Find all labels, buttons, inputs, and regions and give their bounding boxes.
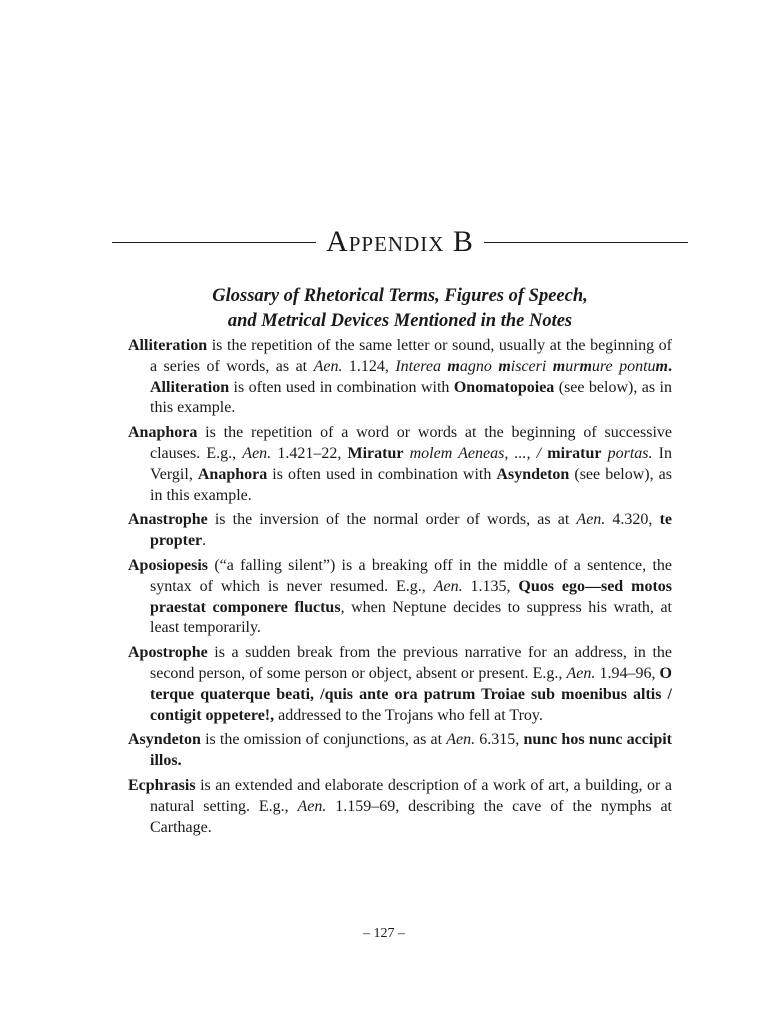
glossary-entries <box>128 336 672 842</box>
glossary-text: 4.320, <box>605 511 660 529</box>
glossary-text: is a sudden break from the previous narrative for an address, in the second person, of some person or object, absent or present. E.g., <box>150 644 672 682</box>
glossary-text: is the repetition of a word or words at the beginning of successive clauses. E.g., <box>150 424 672 462</box>
glossary-text: isceri <box>510 357 553 375</box>
glossary-text: Asyndeton <box>496 465 570 483</box>
glossary-text: portas. <box>601 444 653 462</box>
glossary-term: Asyndeton <box>128 731 201 749</box>
heading-rule-left <box>112 242 316 243</box>
glossary-text: 1.124, <box>342 357 396 375</box>
glossary-text: addressed to the Trojans who fell at Troy. <box>274 706 543 724</box>
glossary-text: O terque quaterque beati, /quis ante ora patrum Troiae sub moenibus altis / contigit oppetere!, <box>150 664 672 724</box>
glossary-text: Alliteration <box>150 378 230 396</box>
glossary-text: In Vergil, <box>150 444 673 483</box>
glossary-text: Aen. <box>566 664 596 682</box>
glossary-text: molem Aeneas, ..., / <box>403 444 548 462</box>
glossary-text: is the omission of conjunctions, as at <box>200 731 447 749</box>
glossary-text: 1.421–22, <box>271 444 348 462</box>
glossary-text: ure pontu <box>591 357 656 375</box>
glossary-term: Ecphrasis <box>128 776 196 794</box>
glossary-title <box>128 284 672 334</box>
glossary-text: Aen. <box>313 357 343 375</box>
glossary-text: miratur <box>547 444 602 462</box>
glossary-text: Aen. <box>446 731 476 749</box>
glossary-text: agno <box>459 357 499 375</box>
glossary-text: m <box>655 357 668 375</box>
glossary-text: . <box>668 357 672 375</box>
glossary-title-line-2: and Metrical Devices Mentioned in the Notes <box>227 311 573 331</box>
appendix-heading <box>112 222 688 262</box>
glossary-text: m <box>552 357 566 375</box>
glossary-entry-ecphrasis <box>128 776 672 838</box>
glossary-text: nunc hos nunc accipit illos. <box>150 731 672 770</box>
glossary-text: Quos ego—sed motos praestat componere fluctus <box>150 577 672 616</box>
glossary-title-line-1: Glossary of Rhetorical Terms, Figures of Speech, <box>212 286 588 306</box>
glossary-text: 1.159–69, describing the cave of the nymphs at Carthage. <box>150 797 673 836</box>
glossary-term: Apostrophe <box>128 644 208 662</box>
glossary-text: Anaphora <box>197 465 268 483</box>
glossary-entry-anastrophe <box>128 510 672 552</box>
glossary-entry-aposiopesis <box>128 556 672 639</box>
glossary-text: Interea <box>395 357 448 375</box>
glossary-text: 1.135, <box>462 577 519 595</box>
glossary-term: Anaphora <box>128 424 198 442</box>
glossary-text: is the inversion of the normal order of words, as at <box>207 511 577 529</box>
glossary-entry-apostrophe <box>128 643 672 726</box>
page-number: – 127 – <box>363 926 405 941</box>
glossary-text: . <box>202 532 207 550</box>
glossary-text: ur <box>565 357 580 375</box>
glossary-text: Aen. <box>242 444 272 462</box>
glossary-text: , when Neptune decides to suppress his wrath, at least temporarily. <box>150 598 673 637</box>
glossary-text: 1.94–96, <box>595 664 660 682</box>
glossary-entry-alliteration <box>128 336 672 419</box>
appendix-title: Appendix B <box>326 225 474 258</box>
glossary-text: Miratur <box>347 444 404 462</box>
glossary-term: Aposiopesis <box>128 556 209 574</box>
glossary-text: is an extended and elaborate description of a work of art, a building, or a natural setting. E.g., <box>150 776 672 815</box>
glossary-text: m <box>579 357 592 375</box>
glossary-text: Aen. <box>297 797 327 815</box>
glossary-text: m <box>498 357 511 375</box>
glossary-text: is often used in combination with <box>229 378 454 396</box>
glossary-text: (see below), as in this example. <box>150 465 673 504</box>
glossary-text: m <box>447 357 460 375</box>
heading-rule-right <box>484 242 688 243</box>
glossary-text: is the repetition of the same letter or sound, usually at the beginning of a series of words, as at <box>150 337 673 375</box>
glossary-text: (see below), as in this example. <box>150 378 672 417</box>
glossary-text: (“a falling silent”) is a breaking off in the middle of a sentence, the syntax of which is never resumed. E.g., <box>150 556 672 595</box>
glossary-text: is often used in combination with <box>267 465 497 483</box>
glossary-text: Aen. <box>576 511 606 529</box>
glossary-text: Aen. <box>433 577 463 595</box>
glossary-text: 6.315, <box>475 731 524 749</box>
glossary-text: te propter <box>150 511 673 550</box>
glossary-text: Onomatopoiea <box>453 378 555 396</box>
glossary-term: Anastrophe <box>128 511 208 529</box>
glossary-entry-asyndeton <box>128 730 672 772</box>
glossary-term: Alliteration <box>128 337 208 354</box>
glossary-entry-anaphora <box>128 423 672 506</box>
